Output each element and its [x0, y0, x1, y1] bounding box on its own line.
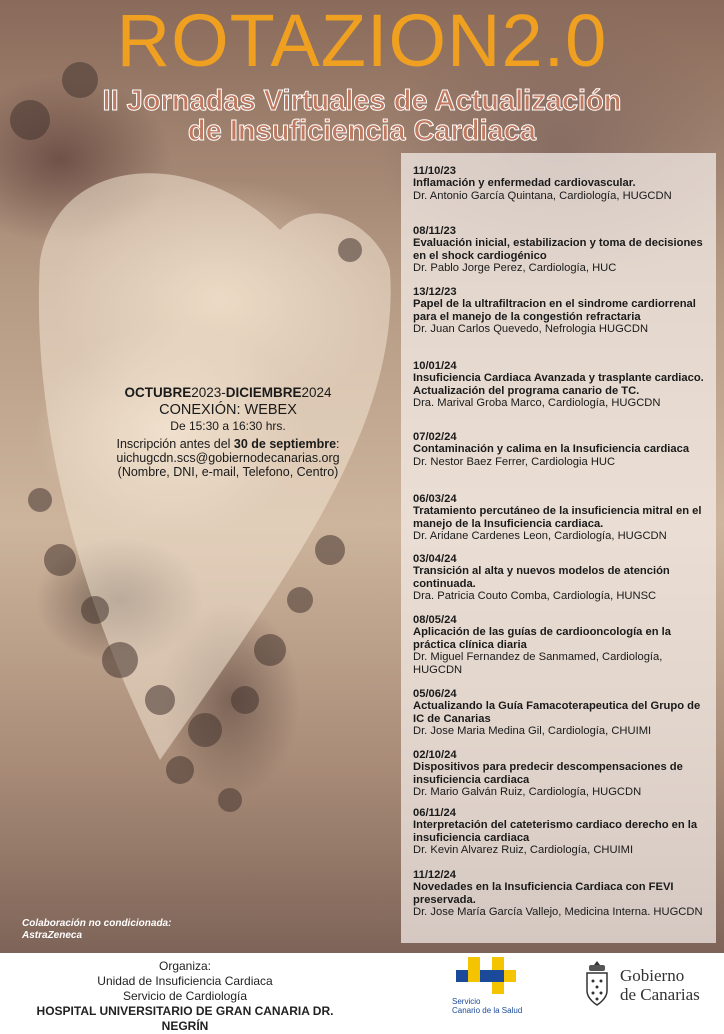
session-speaker: Dra. Patricia Couto Comba, Cardiología, HUNSC	[413, 590, 657, 603]
session-topic: Tratamiento percutáneo de la insuficiencia mitral en el manejo de la Insuficiencia cardiaca.	[413, 505, 702, 530]
session-topic: Inflamación y enfermedad cardiovascular.	[413, 177, 636, 190]
session-topic: Aplicación de las guías de cardiooncología en la práctica clínica diaria	[413, 626, 672, 651]
session-date: 13/12/23	[413, 286, 457, 298]
session-topic: Papel de la ultrafiltracion en el sindrome cardiorrenal para el manejo de la congestión refractaria	[413, 298, 696, 323]
subtitle-line-2: de Insuficiencia Cardiaca	[187, 115, 537, 147]
session-item	[413, 225, 713, 275]
session-speaker: Dr. Antonio García Quintana, Cardiología, HUGCDN	[413, 189, 672, 202]
gobierno-canarias-logo-text	[620, 966, 700, 1004]
session-date: 11/12/24	[413, 869, 456, 881]
connection-platform: CONEXIÓN: WEBEX	[159, 402, 297, 418]
session-item	[413, 165, 713, 202]
session-date: 06/03/24	[413, 493, 457, 505]
session-schedule	[401, 153, 716, 943]
session-date: 08/05/24	[413, 614, 457, 626]
scs-logo-icon	[456, 957, 516, 995]
session-speaker: Dr. Miguel Fernandez de Sanmamed, Cardiología, HUGCDN	[413, 651, 663, 676]
event-dates: OCTUBRE2023-DICIEMBRE2024	[124, 385, 332, 400]
schedule-time: De 15:30 a 16:30 hrs.	[170, 419, 286, 433]
sponsor-name: AstraZeneca	[22, 930, 83, 941]
footer	[0, 953, 724, 1033]
scs-line-2: Canario de la Salud	[452, 1006, 523, 1015]
sponsor-label: Colaboración no condicionada:	[22, 918, 172, 929]
session-item	[413, 749, 713, 799]
session-date: 06/11/24	[413, 807, 456, 819]
session-item	[413, 807, 713, 857]
session-item	[413, 614, 713, 676]
organizer-label: Organiza:	[158, 959, 212, 973]
session-topic: Contaminación y calima en la Insuficiencia cardiaca	[413, 443, 690, 456]
session-topic: Novedades en la Insuficiencia Cardiaca con FEVI preservada.	[413, 881, 674, 906]
session-speaker: Dr. Pablo Jorge Perez, Cardiología, HUC	[413, 262, 617, 275]
session-item	[413, 553, 713, 603]
session-speaker: Dr. Nestor Baez Ferrer, Cardiologia HUC	[413, 455, 616, 468]
scs-line-1: Servicio	[452, 997, 481, 1006]
canarias-coat-of-arms-icon	[582, 959, 612, 1011]
session-speaker: Dr. Kevin Alvarez Ruiz, Cardiología, CHUIMI	[413, 844, 634, 857]
event-title: ROTAZION2.0	[116, 0, 608, 82]
session-date: 07/02/24	[413, 431, 457, 443]
session-date: 05/06/24	[413, 688, 457, 700]
session-speaker: Dra. Marival Groba Marco, Cardiología, HUGCDN	[413, 397, 661, 410]
session-topic: Dispositivos para predecir descompensaciones de insuficiencia cardiaca	[413, 761, 683, 786]
subtitle-line-1: II Jornadas Virtuales de Actualización	[102, 85, 622, 117]
organizer-service: Servicio de Cardiología	[122, 989, 248, 1003]
session-speaker: Dr. Aridane Cardenes Leon, Cardiología, HUGCDN	[413, 530, 667, 543]
session-topic: Insuficiencia Cardiaca Avanzada y trasplante cardiaco. Actualización del programa canario de TC.	[413, 372, 704, 397]
gob-line-2: de Canarias	[620, 985, 700, 1004]
session-speaker: Dr. Mario Galván Ruiz, Cardiología, HUGCDN	[413, 786, 642, 799]
session-date: 11/10/23	[413, 165, 456, 177]
session-topic: Actualizando la Guía Famacoterapeutica del Grupo de IC de Canarias	[413, 700, 701, 725]
scs-logo-text	[452, 997, 522, 1015]
event-info	[93, 385, 363, 479]
session-speaker: Dr. Jose María García Vallejo, Medicina Interna. HUGCDN	[413, 906, 703, 919]
session-item	[413, 493, 713, 543]
registration-email[interactable]: uichugcdn.scs@gobiernodecanarias.org	[116, 451, 340, 465]
sponsor-note	[22, 918, 171, 942]
event-subtitle	[0, 86, 724, 146]
session-item	[413, 360, 713, 410]
organizer-unit: Unidad de Insuficiencia Cardiaca	[97, 974, 273, 988]
session-item	[413, 869, 713, 919]
session-date: 08/11/23	[413, 225, 456, 237]
session-topic: Transición al alta y nuevos modelos de atención continuada.	[413, 565, 670, 590]
session-date: 02/10/24	[413, 749, 457, 761]
session-item	[413, 688, 713, 738]
registration-deadline: Inscripción antes del 30 de septiembre:	[116, 437, 340, 451]
registration-fields: (Nombre, DNI, e-mail, Telefono, Centro)	[117, 465, 339, 479]
session-topic: Evaluación inicial, estabilizacion y toma de decisiones en el shock cardiogénico	[413, 237, 703, 262]
organizer-block	[20, 959, 350, 1034]
gob-line-1: Gobierno	[620, 966, 685, 985]
session-date: 10/01/24	[413, 360, 457, 372]
session-speaker: Dr. Juan Carlos Quevedo, Nefrologia HUGCDN	[413, 323, 649, 336]
session-item	[413, 431, 713, 468]
session-topic: Interpretación del cateterismo cardiaco derecho en la insuficiencia cardiaca	[413, 819, 698, 844]
session-item	[413, 286, 713, 336]
organizer-hospital: HOSPITAL UNIVERSITARIO DE GRAN CANARIA DR. NEGRÍN	[36, 1004, 334, 1033]
session-speaker: Dr. Jose Maria Medina Gil, Cardiología, CHUIMI	[413, 725, 652, 738]
session-date: 03/04/24	[413, 553, 457, 565]
